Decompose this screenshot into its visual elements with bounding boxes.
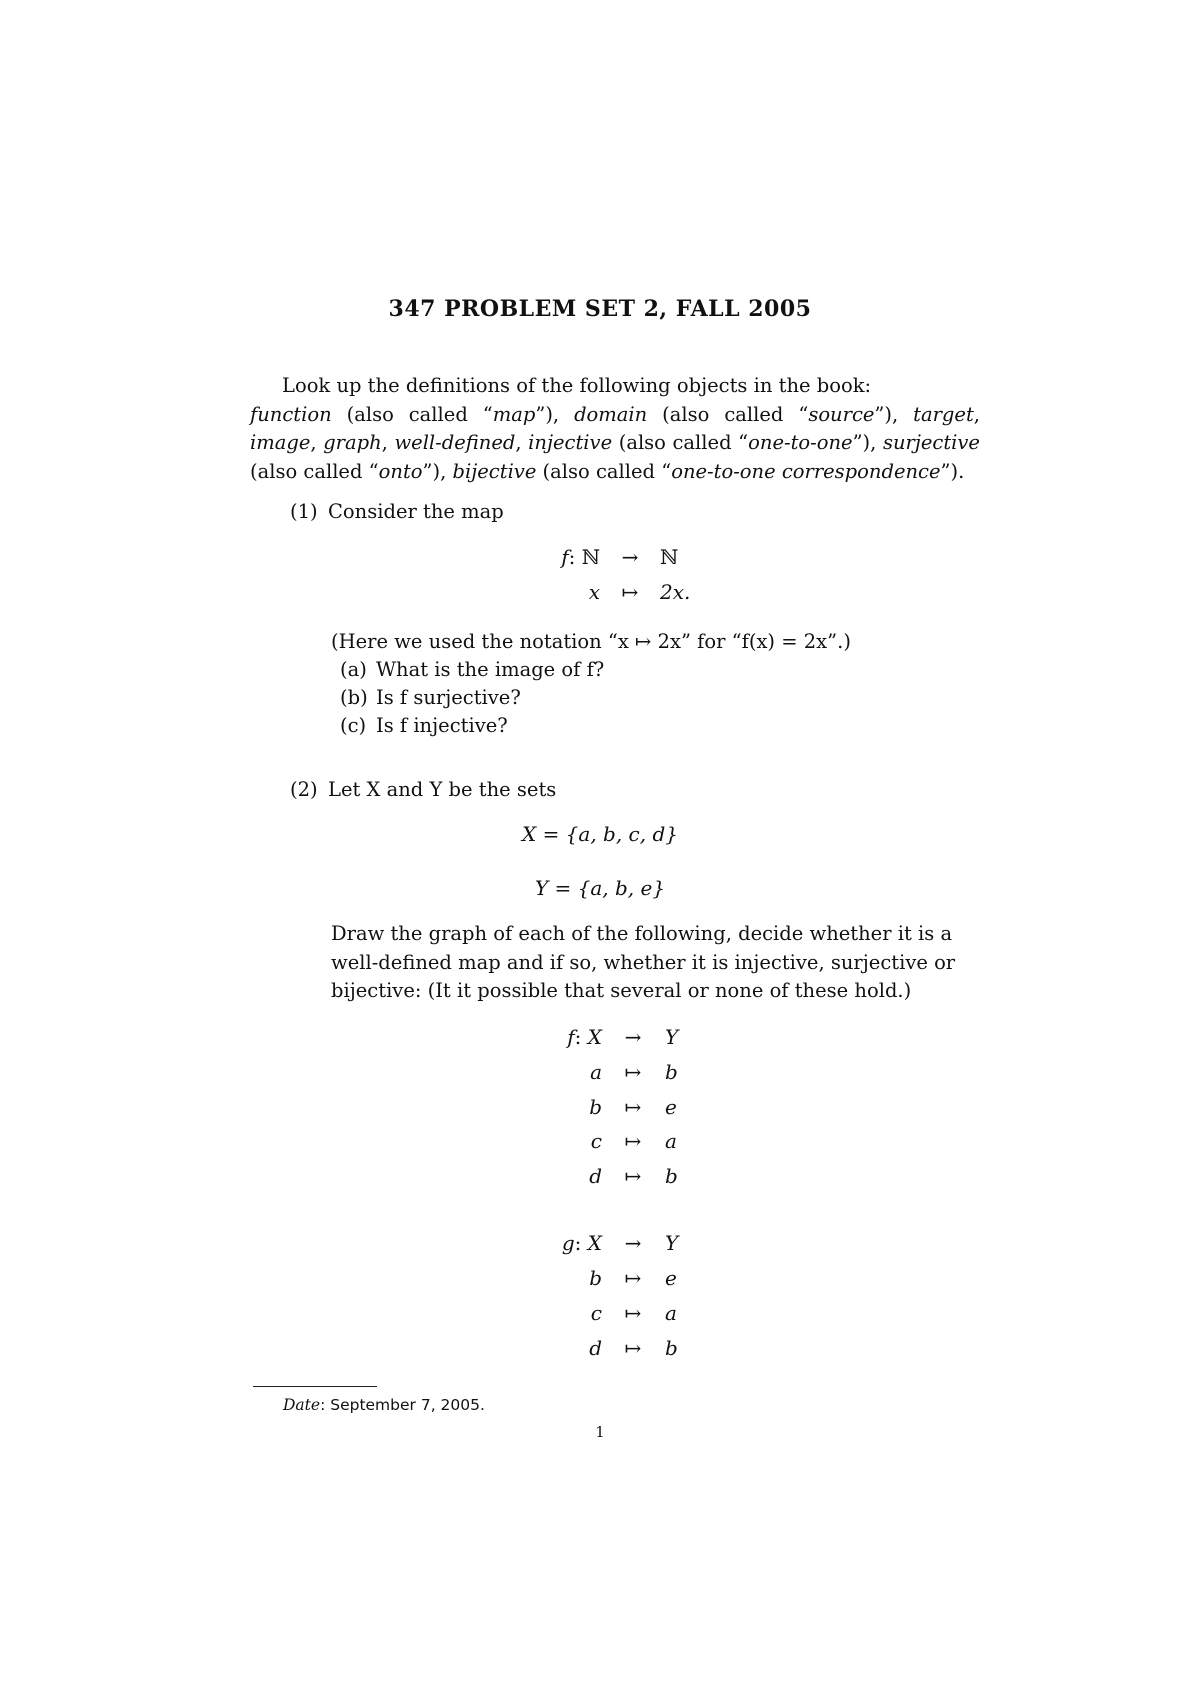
maps-to-icon: ↦ — [624, 1266, 642, 1290]
instruction-line: bijective: (It it possible that several or none of these hold.) — [331, 979, 912, 1002]
document-page: 347 PROBLEM SET 2, FALL 2005 Look up the definitions of the following objects in the book: function (also called “map”), domain (also called “source”), target, image, graph, well-defined, injective (also called “one-to-one”), surjective (also called “onto”), bijective (also called “one-to-one correspondence”). (1) Consider the map f: ℕ → ℕ x ↦ 2x. (Here we used the notation “x ↦ 2x” for “f(x) = 2x”.) (a) What is the image of f? (b) Is f surjective? (c) Is f injective? (2) Let X and Y be the sets X = {a, b, c, d} Y = {a, b, e} Draw the graph of each of the following, decide whether it is a well-defined map and if so, whether it is injective, surjective or bijective: (It it possible that several or none of these hold.) f: X → Y a ↦ b b ↦ e c ↦ a d ↦ b g: X → Y b ↦ e c ↦ a d ↦ b Date: September 7, 2005. 1 — [0, 0, 1200, 1696]
instruction-line: well-defined map and if so, whether it is injective, surjective or — [331, 950, 956, 974]
problem-2-number: (2) — [290, 778, 318, 801]
map-output: e — [665, 1095, 677, 1119]
map-row — [0, 1126, 1200, 1156]
map-input: c — [590, 1129, 602, 1153]
problem-1-number: (1) — [290, 500, 318, 523]
map-var: x — [588, 580, 600, 604]
map-input: d — [589, 1336, 602, 1360]
footnote-text: : September 7, 2005. — [320, 1396, 485, 1414]
term-surjective: surjective — [882, 431, 980, 454]
term-function: function — [250, 402, 332, 426]
intro-lead: Look up the definitions of the following objects in the book: — [282, 374, 872, 397]
maps-to-icon: ↦ — [624, 1060, 642, 1084]
map-input: a — [590, 1060, 602, 1084]
map-codomain: Y — [665, 1025, 679, 1049]
instruction-line: Draw the graph of each of the following, decide whether it is a — [331, 922, 953, 945]
alias-one-to-one: one-to-one — [748, 431, 853, 454]
alias-onto: onto — [378, 459, 423, 483]
arrow-icon: → — [624, 1231, 642, 1255]
problem-2-text: Let X and Y be the sets — [328, 778, 557, 801]
page-number: 1 — [595, 1423, 605, 1441]
part-label: (a) — [340, 658, 367, 681]
alias-correspondence: one-to-one correspondence — [671, 459, 941, 483]
footnote-label: Date — [283, 1396, 321, 1414]
map-g-header: g: X → Y — [0, 1228, 1200, 1258]
part-label: (c) — [340, 714, 367, 737]
also-called: also called — [669, 402, 784, 426]
term-graph: graph — [323, 431, 382, 454]
map-output: a — [665, 1301, 677, 1325]
term-injective: injective — [528, 431, 613, 454]
map-f-header: f: X → Y — [0, 1022, 1200, 1052]
term-domain: domain — [574, 402, 648, 426]
map-domain: X — [587, 1025, 602, 1049]
also-called: also called — [550, 459, 656, 483]
map-row — [0, 1161, 1200, 1191]
footnote-date — [283, 1396, 485, 1414]
also-called: also called — [626, 431, 732, 454]
problem-2-heading — [290, 776, 556, 804]
map-input: c — [590, 1301, 602, 1325]
also-called: also called — [257, 459, 363, 483]
map-input: b — [589, 1266, 602, 1290]
maps-to-icon: ↦ — [624, 1336, 642, 1360]
footnote-rule — [253, 1386, 377, 1387]
map-codomain: Y — [665, 1231, 679, 1255]
maps-to-icon: ↦ — [624, 1301, 642, 1325]
map-output: b — [665, 1060, 678, 1084]
problem-1-part-c — [340, 712, 508, 740]
maps-to-icon: ↦ — [624, 1095, 642, 1119]
also-called: also called — [354, 402, 468, 426]
map-name: g — [561, 1231, 575, 1255]
problem-1-part-b — [340, 684, 521, 712]
map-output: a — [665, 1129, 677, 1153]
map-row — [0, 1298, 1200, 1328]
map-name: f — [561, 545, 569, 569]
term-target: target — [913, 402, 974, 426]
map-domain: ℕ — [581, 545, 600, 569]
map-row — [0, 1333, 1200, 1363]
problem-1-part-a — [340, 656, 604, 684]
page-title: 347 PROBLEM SET 2, FALL 2005 — [388, 296, 812, 322]
problem-1-heading — [290, 498, 504, 526]
part-text: What is the image of f? — [376, 658, 605, 681]
map-input: d — [589, 1164, 602, 1188]
map-output: b — [665, 1164, 678, 1188]
alias-source: source — [808, 402, 875, 426]
set-x: X = {a, b, c, d} — [521, 822, 679, 846]
alias-map: map — [492, 402, 536, 426]
map-row — [0, 1092, 1200, 1122]
map-name: f — [567, 1025, 575, 1049]
maps-to-icon: ↦ — [624, 1164, 642, 1188]
maps-to-icon: ↦ — [624, 1129, 642, 1153]
set-y: Y = {a, b, e} — [534, 876, 666, 900]
part-text: Is f surjective? — [376, 686, 521, 709]
term-well-defined: well-defined — [394, 431, 516, 454]
map-row — [0, 1263, 1200, 1293]
map-domain: X — [587, 1231, 602, 1255]
term-image: image — [250, 431, 311, 454]
map-row — [0, 1057, 1200, 1087]
map-output: b — [665, 1336, 678, 1360]
map-input: b — [589, 1095, 602, 1119]
map-output: e — [665, 1266, 677, 1290]
problem-1-text: Consider the map — [328, 500, 504, 523]
arrow-icon: → — [624, 1025, 642, 1049]
arrow-icon: → — [621, 545, 639, 569]
map-value: 2x. — [660, 580, 691, 604]
problem-2-instructions — [331, 920, 955, 1006]
part-label: (b) — [340, 686, 368, 709]
intro-paragraph: Look up the definitions of the following objects in the book: function (also called “map”), domain (also called “source”), target, image, graph, well-defined, injective (also called “one-to-one”), surjective (also called “onto”), bijective (also called “one-to-one correspondence”). — [250, 374, 980, 483]
part-text: Is f injective? — [376, 714, 508, 737]
problem-1-note: (Here we used the notation “x ↦ 2x” for “f(x) = 2x”.) — [331, 630, 851, 653]
map-codomain: ℕ — [660, 545, 679, 569]
maps-to-icon: ↦ — [621, 580, 639, 604]
term-bijective: bijective — [452, 459, 537, 483]
